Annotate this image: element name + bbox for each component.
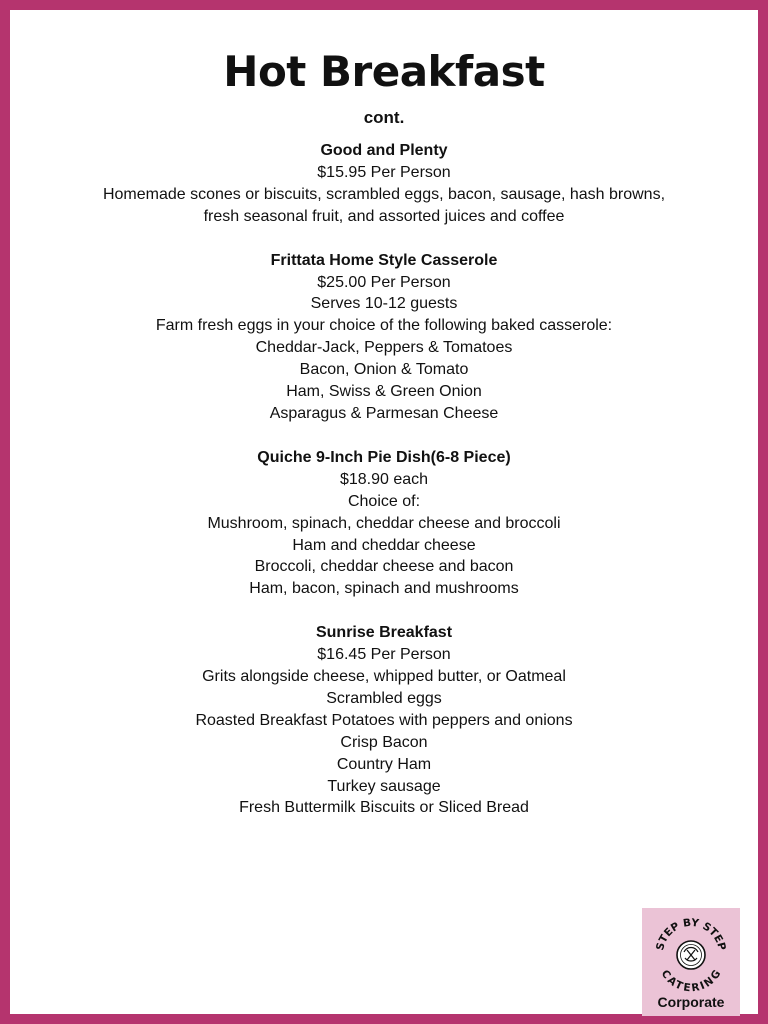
step-by-step-catering-logo (651, 912, 731, 992)
logo-text-top: STEP BY STEP (654, 916, 728, 952)
section-line: Choice of: (347, 492, 421, 510)
section-line: Crisp Bacon (340, 733, 428, 751)
section-line: Mushroom, spinach, cheddar cheese and broccoli (207, 514, 561, 532)
section-line: Scrambled eggs (326, 689, 442, 707)
section-price: $18.90 each (339, 470, 429, 488)
section-price: $16.45 Per Person (317, 646, 451, 664)
section-name: Frittata Home Style Casserole (270, 251, 498, 269)
section-line: Serves 10-12 guests (310, 295, 458, 313)
section-line: Bacon, Onion & Tomato (299, 361, 469, 379)
section-line: Cheddar-Jack, Peppers & Tomatoes (255, 339, 513, 357)
section-line: Ham and cheddar cheese (292, 536, 476, 554)
section-line: Ham, Swiss & Green Onion (286, 383, 482, 401)
menu-section (10, 447, 758, 600)
section-name: Quiche 9-Inch Pie Dish(6-8 Piece) (257, 448, 511, 466)
menu-section (10, 140, 758, 228)
section-name: Good and Plenty (320, 142, 448, 159)
section-line: fresh seasonal fruit, and assorted juices and coffee (203, 207, 565, 225)
page-title: Hot Breakfast (223, 47, 545, 96)
section-line: Grits alongside cheese, whipped butter, or Oatmeal (202, 668, 566, 686)
section-price: $15.95 Per Person (317, 163, 451, 181)
menu-sections (10, 140, 758, 841)
badge-label: Corporate (657, 994, 725, 1010)
section-line: Homemade scones or biscuits, scrambled eggs, bacon, sausage, hash browns, (102, 185, 666, 203)
section-line: Fresh Buttermilk Biscuits or Sliced Bread (239, 799, 529, 817)
menu-section (10, 622, 758, 819)
section-line: Ham, bacon, spinach and mushrooms (249, 580, 519, 598)
section-line: Farm fresh eggs in your choice of the following baked casserole: (155, 317, 613, 335)
corporate-badge (642, 908, 740, 1016)
logo-text-bottom: CATERING (658, 968, 724, 992)
page-subtitle: cont. (363, 108, 405, 127)
section-name: Sunrise Breakfast (315, 624, 453, 642)
section-line: Country Ham (336, 755, 432, 773)
section-line: Asparagus & Parmesan Cheese (269, 404, 499, 422)
section-price: $25.00 Per Person (317, 273, 451, 291)
section-line: Broccoli, cheddar cheese and bacon (254, 558, 514, 576)
menu-section (10, 250, 758, 425)
section-line: Turkey sausage (327, 777, 441, 795)
section-line: Roasted Breakfast Potatoes with peppers and onions (195, 711, 573, 729)
